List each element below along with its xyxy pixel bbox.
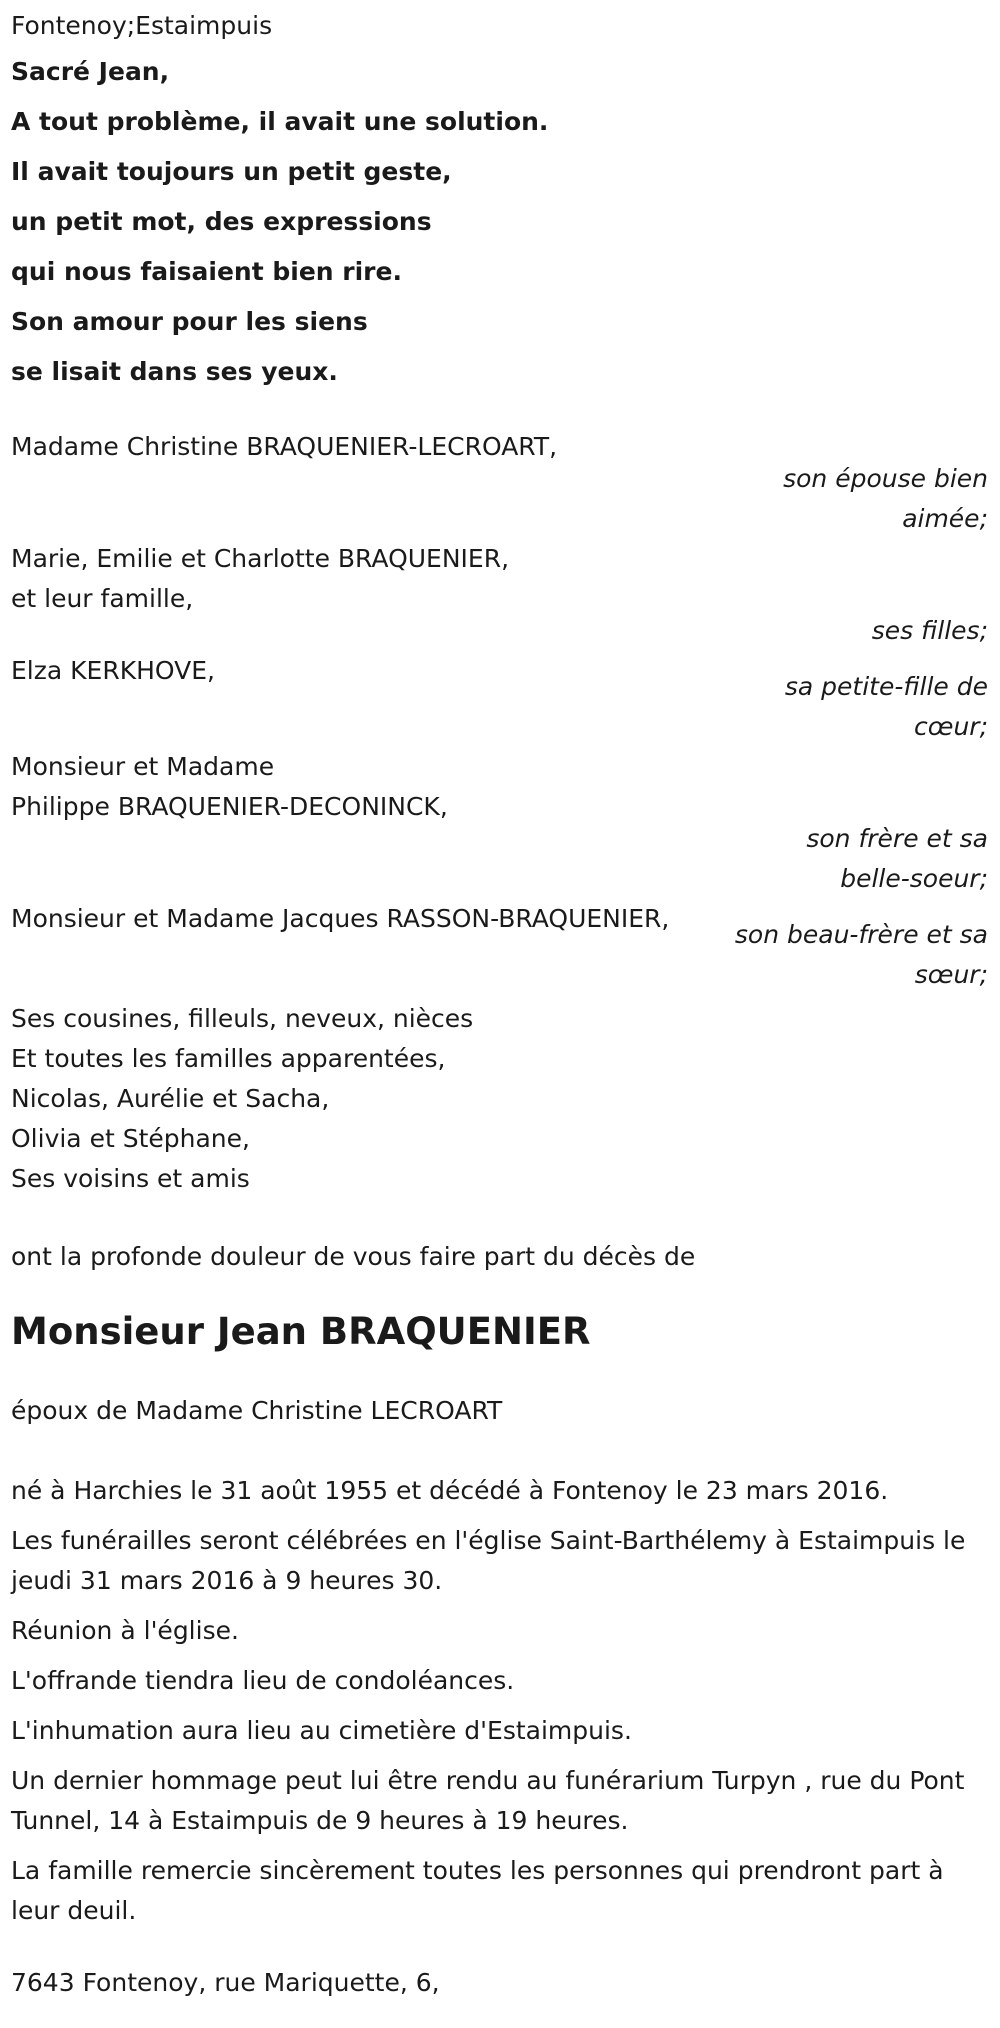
family-names	[11, 747, 988, 827]
address: 7643 Fontenoy, rue Mariquette, 6,	[11, 1968, 440, 1997]
detail-paragraph: né à Harchies le 31 août 1955 et décédé à Fontenoy le 23 mars 2016.	[11, 1476, 889, 1505]
detail-paragraph: La famille remercie sincèrement toutes les personnes qui prendront part à leur deuil.	[11, 1856, 944, 1925]
family-entry-brother	[11, 747, 988, 899]
family-name-line: Madame Christine BRAQUENIER-LECROART,	[11, 432, 558, 461]
poem-line: qui nous faisaient bien rire.	[11, 257, 402, 286]
deceased-name: Monsieur Jean BRAQUENIER	[11, 1310, 591, 1353]
announcement: ont la profonde douleur de vous faire part du décès de	[11, 1242, 696, 1271]
relation-line: aimée;	[902, 504, 988, 533]
family-relation	[718, 611, 988, 651]
relation-line: sa petite-fille de	[784, 672, 988, 701]
other-relatives-line: Nicolas, Aurélie et Sacha,	[11, 1084, 330, 1113]
poem-line: Sacré Jean,	[11, 57, 170, 86]
family-name-line: Monsieur et Madame Jacques RASSON-BRAQUENIER,	[11, 904, 670, 933]
family-entry-daughters	[11, 539, 988, 651]
relation-line: ses filles;	[871, 616, 988, 645]
other-relatives-line: Olivia et Stéphane,	[11, 1124, 250, 1153]
poem-line: un petit mot, des expressions	[11, 207, 432, 236]
family-name-line: Monsieur et Madame	[11, 752, 275, 781]
detail-paragraph: Un dernier hommage peut lui être rendu au funérarium Turpyn , rue du Pont Tunnel, 14 à Estaimpuis de 9 heures à 19 heures.	[11, 1766, 965, 1835]
family-name-line: et leur famille,	[11, 584, 194, 613]
other-relatives-line: Et toutes les familles apparentées,	[11, 1044, 446, 1073]
family-relation	[718, 819, 988, 899]
family-name-line: Philippe BRAQUENIER-DECONINCK,	[11, 792, 448, 821]
relation-line: sœur;	[914, 960, 988, 989]
family-entry-granddaughter	[11, 651, 988, 747]
detail-paragraph: Les funérailles seront célébrées en l'église Saint-Barthélemy à Estaimpuis le jeudi 31 mars 2016 à 9 heures 30.	[11, 1526, 966, 1595]
relation-line: son épouse bien	[783, 464, 988, 493]
family-entry-sister	[11, 899, 988, 995]
relation-line: cœur;	[914, 712, 988, 741]
other-relatives-line: Ses voisins et amis	[11, 1164, 250, 1193]
family-relation	[708, 915, 988, 995]
family-name-line: Marie, Emilie et Charlotte BRAQUENIER,	[11, 544, 510, 573]
relation-line: belle-soeur;	[840, 864, 988, 893]
poem-line: Son amour pour les siens	[11, 307, 368, 336]
funeral-details	[11, 1471, 988, 1931]
other-relatives-line: Ses cousines, filleuls, neveux, nièces	[11, 1004, 474, 1033]
poem-line: A tout problème, il avait une solution.	[11, 107, 549, 136]
detail-paragraph: L'inhumation aura lieu au cimetière d'Estaimpuis.	[11, 1716, 632, 1745]
detail-paragraph: L'offrande tiendra lieu de condoléances.	[11, 1666, 515, 1695]
poem	[11, 47, 988, 397]
location-line: Fontenoy;Estaimpuis	[11, 11, 273, 40]
family-names	[11, 539, 988, 619]
relation-line: son frère et sa	[806, 824, 988, 853]
family-entry-spouse	[11, 427, 988, 539]
poem-line: Il avait toujours un petit geste,	[11, 157, 452, 186]
family-name-line: Elza KERKHOVE,	[11, 656, 215, 685]
family-relation	[718, 459, 988, 539]
spouse-line: époux de Madame Christine LECROART	[11, 1396, 503, 1425]
poem-line: se lisait dans ses yeux.	[11, 357, 338, 386]
family-relation	[718, 667, 988, 747]
other-relatives	[11, 999, 988, 1199]
detail-paragraph: Réunion à l'église.	[11, 1616, 239, 1645]
relation-line: son beau-frère et sa	[734, 920, 988, 949]
